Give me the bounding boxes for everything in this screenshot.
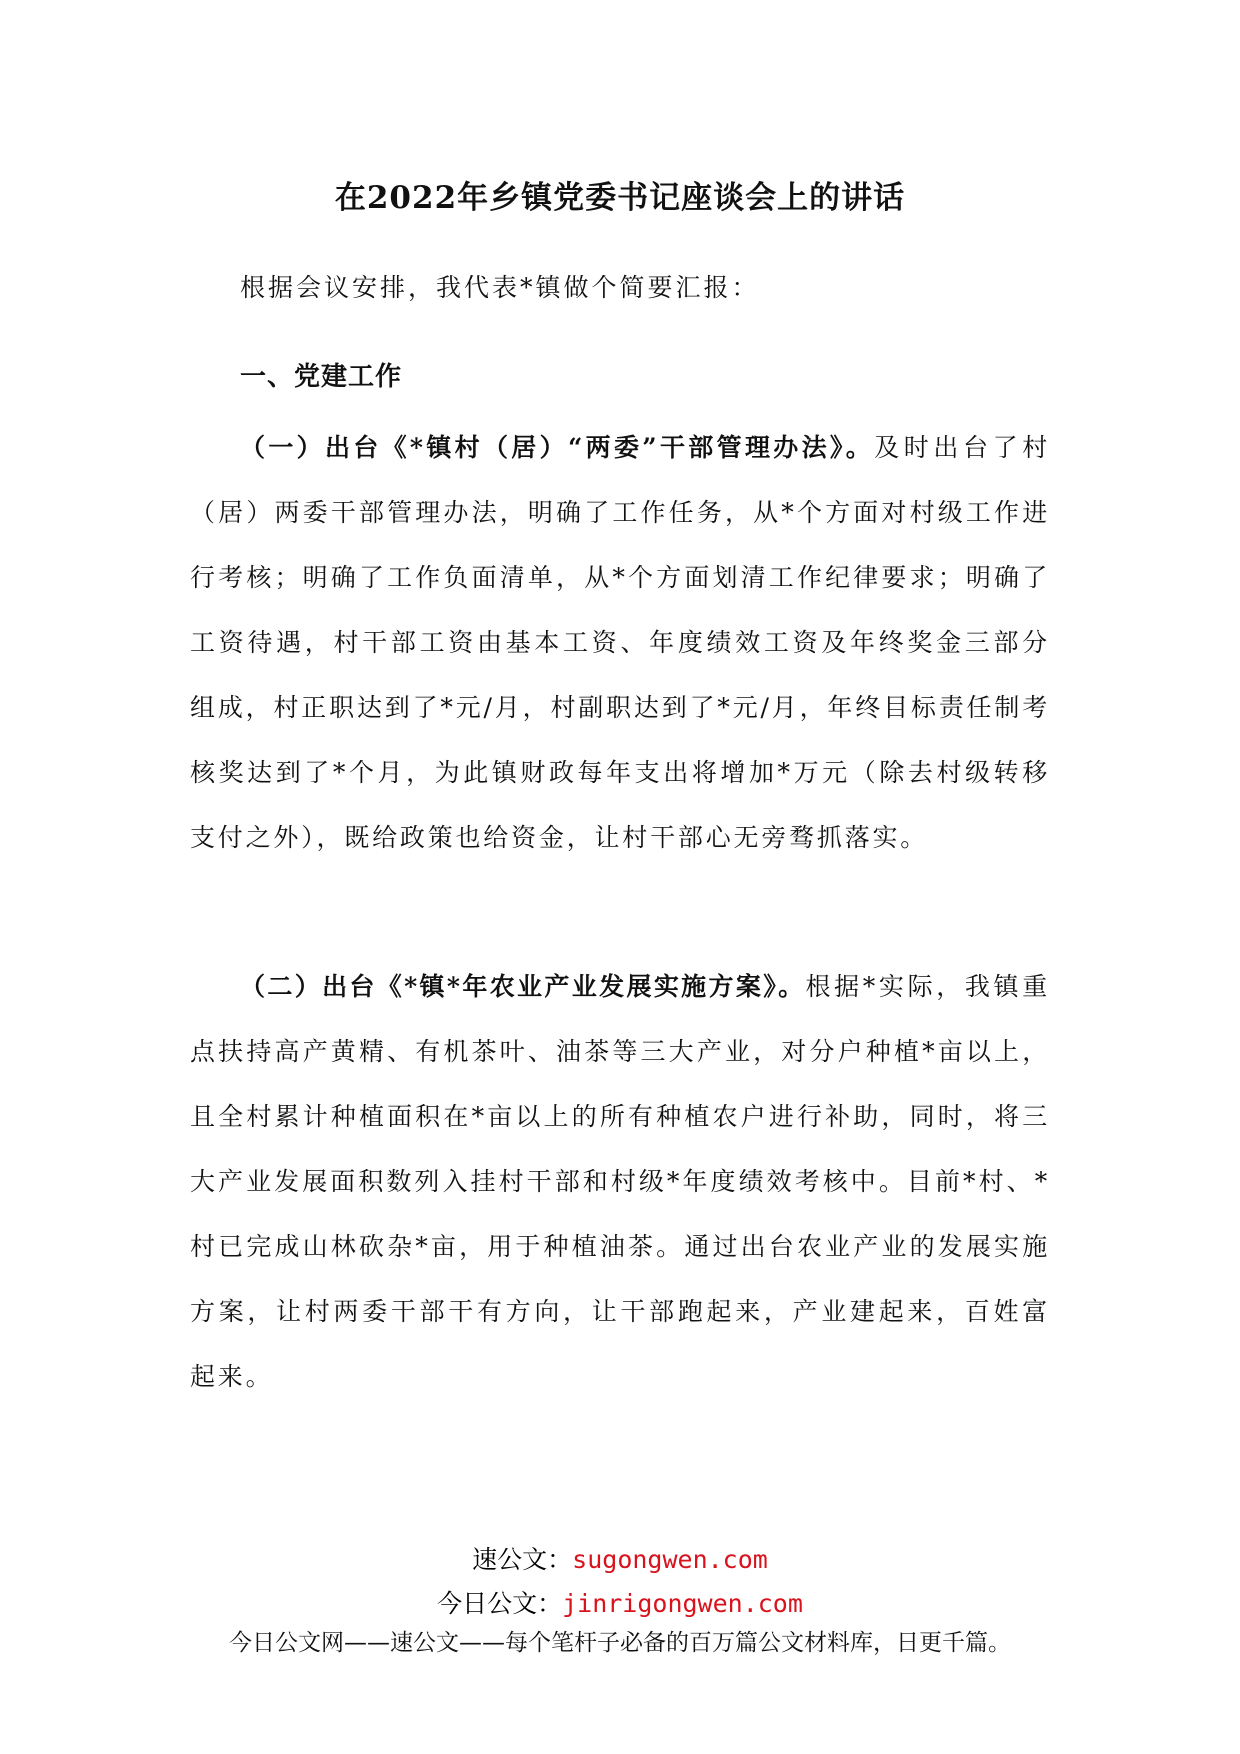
paragraph-2 bbox=[190, 954, 1050, 1409]
footer-line-1 bbox=[0, 1540, 1240, 1576]
paragraph-2-body: 根据*实际，我镇重点扶持高产黄精、有机茶叶、油茶等三大产业，对分户种植*亩以上，且全村累计种植面积在*亩以上的所有种植农户进行补助，同时，将三大产业发展面积数列入挂村干部和村级*年度绩效考核中。目前*村、*村已完成山林砍杂*亩，用于种植油茶。通过出台农业产业的发展实施方案，让村两委干部干有方向，让干部跑起来，产业建起来，百姓富起来。 bbox=[190, 972, 1050, 1391]
footer-slogan: 今日公文网——速公文——每个笔杆子必备的百万篇公文材料库，日更千篇。 bbox=[229, 1630, 1011, 1656]
footer-link-jinrigongwen[interactable]: jinrigongwen.com bbox=[562, 1589, 803, 1618]
footer-label-2: 今日公文： bbox=[437, 1589, 563, 1618]
footer-label-1: 速公文： bbox=[472, 1545, 573, 1574]
document-title: 在2022年乡镇党委书记座谈会上的讲话 bbox=[334, 180, 906, 216]
footer-line-2 bbox=[0, 1584, 1240, 1620]
paragraph-1-lead: （一）出台《*镇村（居）“两委”干部管理办法》。 bbox=[240, 433, 875, 462]
section-heading: 一、党建工作 bbox=[240, 362, 403, 392]
paragraph-2-lead: （二）出台《*镇*年农业产业发展实施方案》。 bbox=[240, 972, 806, 1001]
footer-link-sugongwen[interactable]: sugongwen.com bbox=[572, 1545, 768, 1574]
intro-text: 根据会议安排，我代表*镇做个简要汇报： bbox=[240, 273, 760, 302]
paragraph-1-body: 及时出台了村（居）两委干部管理办法，明确了工作任务，从*个方面对村级工作进行考核；明确了工作负面清单，从*个方面划清工作纪律要求；明确了工资待遇，村干部工资由基本工资、年度绩效工资及年终奖金三部分组成，村正职达到了*元/月，村副职达到了*元/月，年终目标责任制考核奖达到了*个月，为此镇财政每年支出将增加*万元（除去村级转移支付之外），既给政策也给资金，让村干部心无旁骛抓落实。 bbox=[190, 433, 1050, 852]
paragraph-1 bbox=[190, 415, 1050, 870]
